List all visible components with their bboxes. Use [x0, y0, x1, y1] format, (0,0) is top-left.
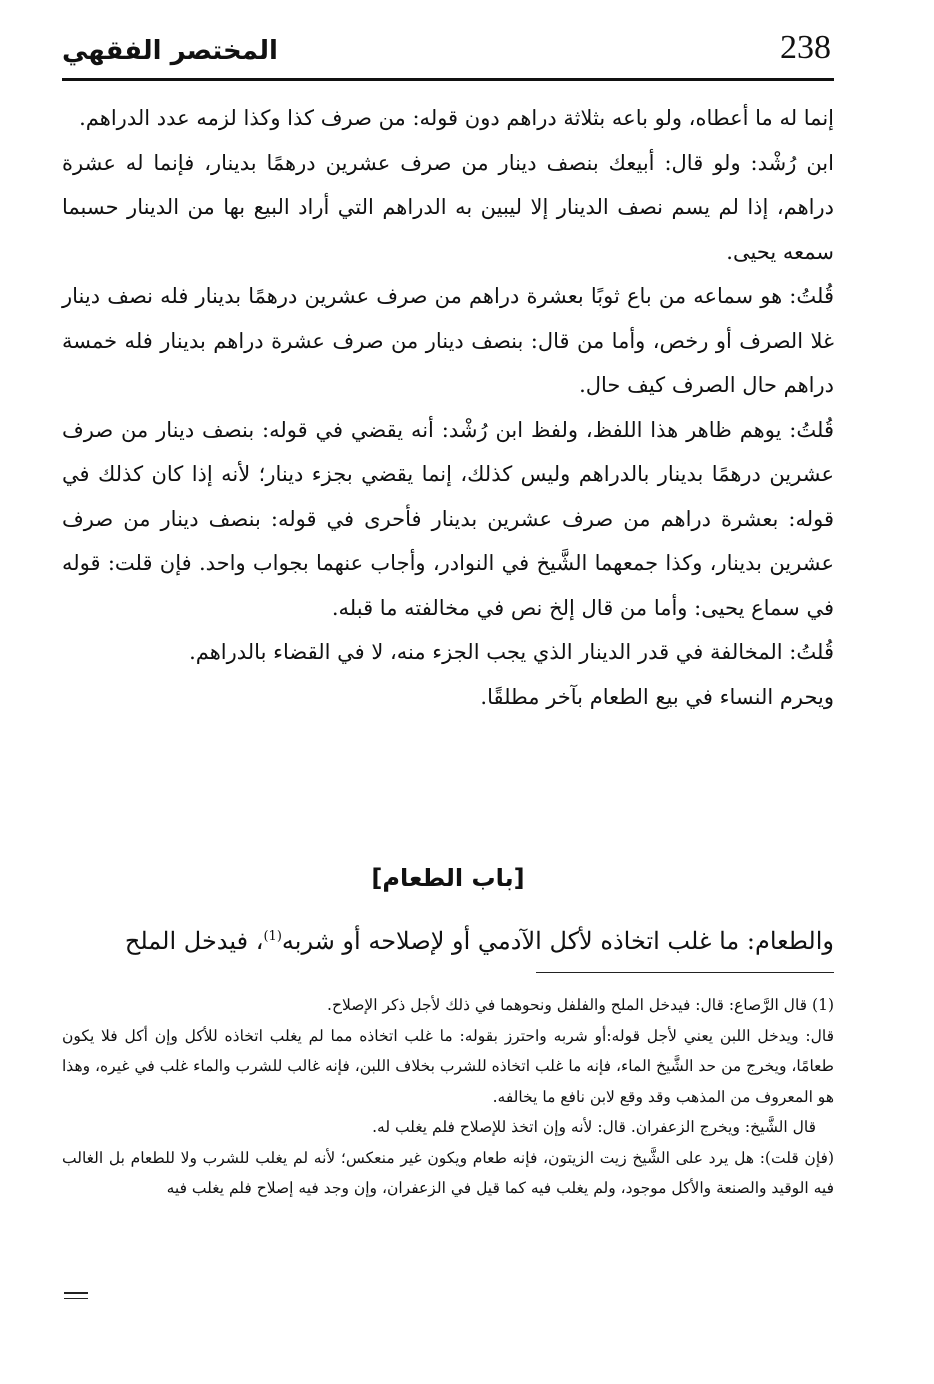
paragraph: قُلتُ: يوهم ظاهر هذا اللفظ، ولفظ ابن رُشْد: أنه يقضي في قوله: بنصف دينار من صرف عشرين درهمًا بدينار بالدراهم وليس كذلك، إنما يقضي بجزء دينار؛ لأنه إذا كان كذلك في قوله: بعشرة دراهم من صرف عشرين بدينار فأحرى في قوله: بنصف دينار من صرف عشرين بدينار، وكذا جمعهما الشَّيخ في النوادر، وأجاب عنهما بجواب واحد. فإن قلت: قوله في سماع يحيى: وأما من قال إلخ نص في مخالفته ما قبله.: [62, 417, 834, 620]
footnote-line: (1) قال الرَّصاع: قال: فيدخل الملح والفلفل ونحوهما في ذلك لأجل ذكر الإصلاح.: [327, 996, 834, 1014]
paragraph: ابن رُشْد: ولو قال: أبيعك بنصف دينار من صرف عشرين درهمًا بدينار، فإنما له عشرة دراهم، إذا لم يسم نصف الدينار إلا ليبين به الدراهم التي أراد البيع بها من الدينار حسبما سمعه يحيى.: [62, 150, 834, 264]
page-header: [62, 24, 834, 80]
footnote-line: (فإن قلت): هل يرد على الشَّيخ زيت الزيتون، فإنه طعام ويكون غير منعكس؛ لأنه لم يغلب للشرب ولا للطعام بل الغالب فيه الوقيد والصنعة والأكل موجود، ولم يغلب فيه كما قيل في الزعفران، وإن وجد فيه إصلاح فلم يغلب فيه: [62, 1148, 834, 1197]
header-rule: [62, 78, 834, 81]
paragraph: قُلتُ: المخالفة في قدر الدينار الذي يجب الجزء منه، لا في القضاء بالدراهم.: [189, 640, 834, 664]
footnote-ref: (1): [263, 929, 282, 944]
footnotes: [62, 990, 834, 1204]
section-lead-tail: ، فيدخل الملح: [124, 927, 264, 955]
footnote-line: قال: ويدخل اللبن يعني لأجل قوله:أو شربه واحترز بقوله: ما غلب اتخاذه مما لم يغلب اتخاذه للأكل وإن أكل فلا يكون طعامًا، ويخرج من حد الشَّيخ الماء، فإنه ما غلب اتخاذه للشرب بخلاف اللبن، فإنه غالب للشرب والماء غلب في غيره، وهذا هو المعروف من المذهب وقد وقع لابن نافع ما يخالفه.: [62, 1026, 834, 1106]
footnote-rule: [536, 972, 834, 973]
footnote-line: قال الشَّيخ: ويخرج الزعفران. قال: لأنه وإن اتخذ للإصلاح فلم يغلب له.: [372, 1118, 816, 1136]
continuation-mark: [64, 1292, 88, 1303]
continuation-mark-line: [64, 1292, 88, 1294]
section-lead-text: والطعام: ما غلب اتخاذه لأكل الآدمي أو لإصلاحه أو شربه: [281, 927, 834, 955]
main-text: [62, 96, 834, 719]
page-number: 238: [780, 29, 831, 66]
section-lead: [62, 915, 834, 963]
paragraph: قُلتُ: هو سماعه من باع ثوبًا بعشرة دراهم من صرف عشرين درهمًا بدينار فله نصف دينار غلا الصرف أو رخص، وأما من قال: بنصف دينار من صرف عشرة دراهم بدينار فله خمسة دراهم حال الصرف كيف حال.: [62, 284, 834, 397]
section-title: [باب الطعام]: [371, 864, 525, 892]
paragraph: إنما له ما أعطاه، ولو باعه بثلاثة دراهم دون قوله: من صرف كذا وكذا لزمه عدد الدراهم.: [79, 106, 834, 130]
continuation-mark-line: [64, 1298, 88, 1300]
running-title: المختصر الفقهي: [62, 36, 278, 66]
paragraph: ويحرم النساء في بيع الطعام بآخر مطلقًا.: [480, 684, 834, 709]
